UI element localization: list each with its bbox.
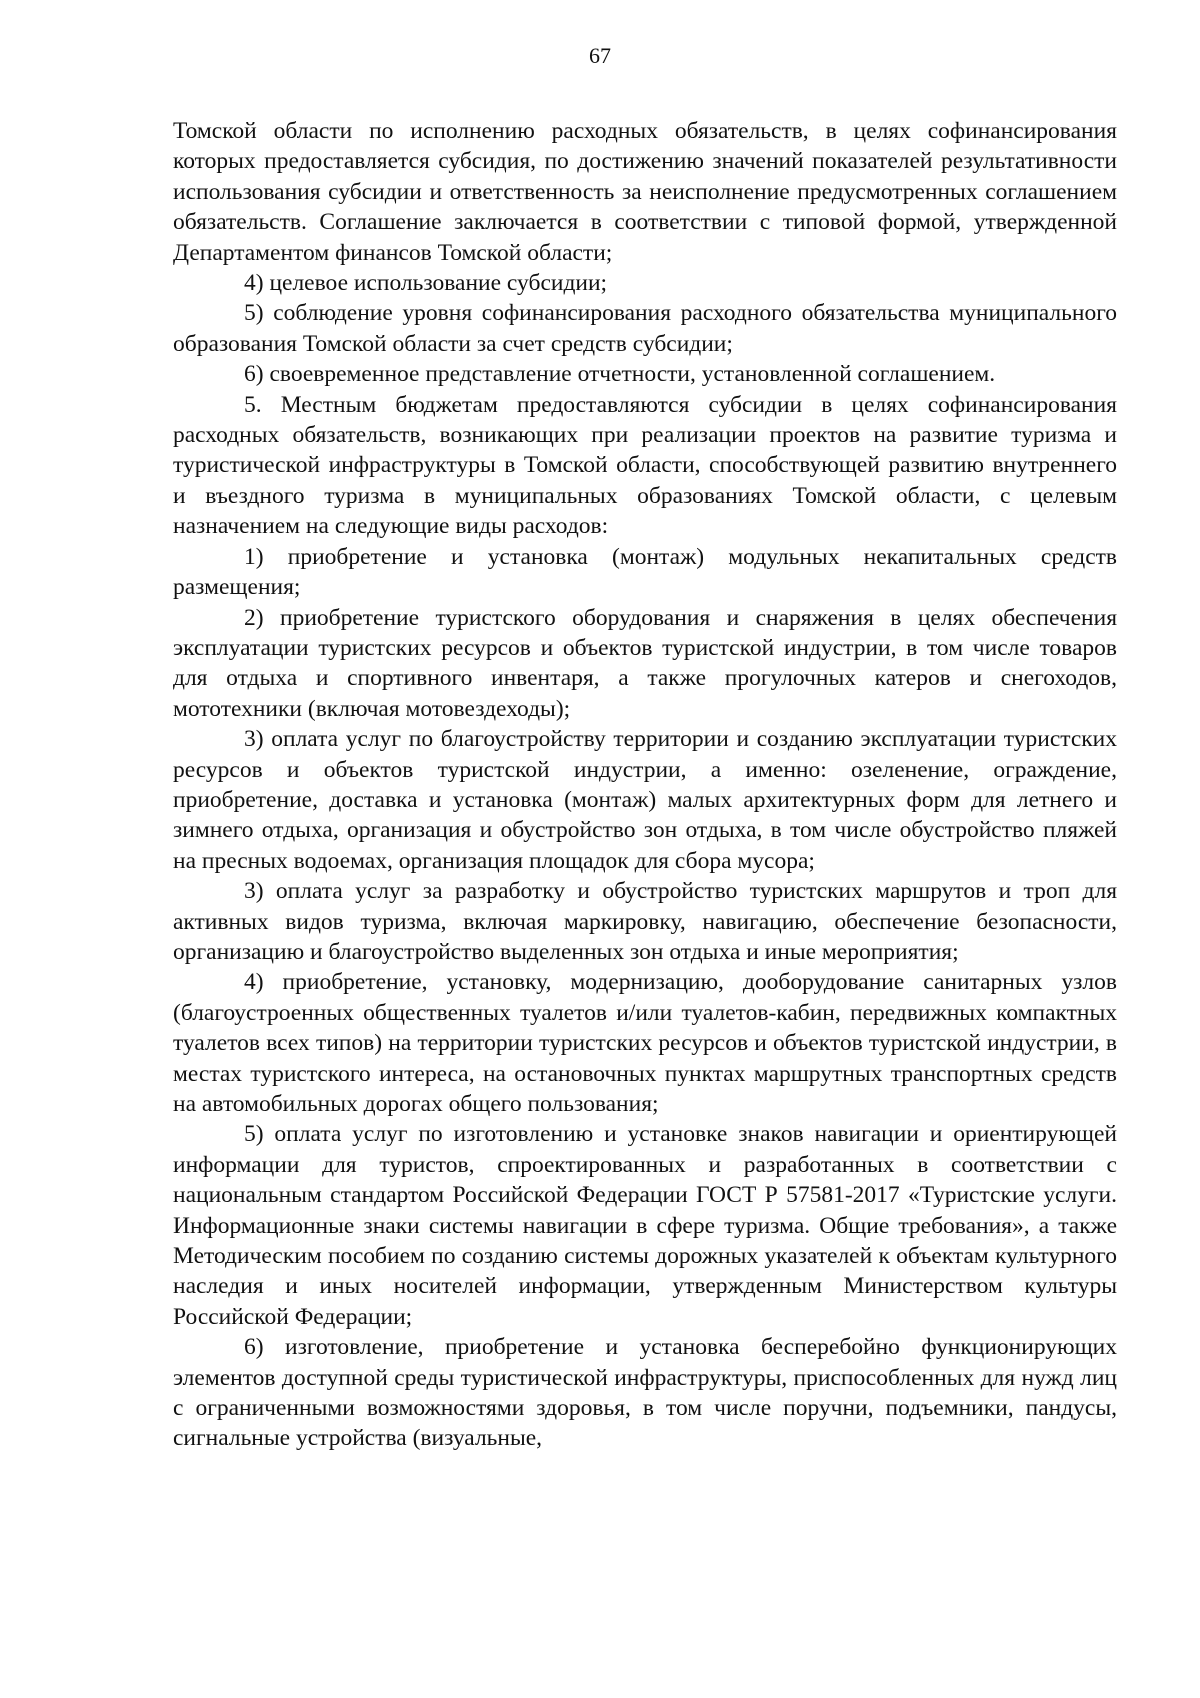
paragraph-expense-5-navigation-signs: 5) оплата услуг по изготовлению и установке знаков навигации и ориентирующей информации для туристов, спроектированных и разработанных в соответствии с национальным стандартом Российской Федерации ГОСТ Р 57581-2017 «Туристские услуги. Информационные знаки системы навигации в сфере туризма. Общие требования», а также Методическим пособием по созданию системы дорожных указателей к объектам культурного наследия и иных носителей информации, утвержденным Министерством культуры Российской Федерации; xyxy=(173,1121,1117,1330)
paragraph-expense-2-equipment: 2) приобретение туристского оборудования и снаряжения в целях обеспечения эксплуатации туристских ресурсов и объектов туристской индустрии, в том числе товаров для отдыха и спортивного инвентаря, а также прогулочных катеров и снегоходов, мототехники (включая мотовездеходы); xyxy=(173,604,1117,722)
document-body xyxy=(173,116,1117,1454)
paragraph-expense-3-landscaping: 3) оплата услуг по благоустройству территории и созданию эксплуатации туристских ресурсов и объектов туристской индустрии, а именно: озеленение, ограждение, приобретение, доставка и установка (монтаж) малых архитектурных форм для летнего и зимнего отдыха, организация и обустройство зон отдыха, в том числе обустройство пляжей на пресных водоемах, организация площадок для сбора мусора; xyxy=(173,726,1117,874)
paragraph-item-6-reporting: 6) своевременное представление отчетности, установленной соглашением. xyxy=(244,361,996,388)
paragraph-expense-6-accessibility: 6) изготовление, приобретение и установка бесперебойно функционирующих элементов доступной среды туристической инфраструктуры, приспособленных для нужд лиц с ограниченными возможностями здоровья, в том числе поручни, подъемники, пандусы, сигнальные устройства (визуальные, xyxy=(173,1334,1117,1452)
paragraph-expense-3-routes: 3) оплата услуг за разработку и обустройство туристских маршрутов и троп для активных видов туризма, включая маркировку, навигацию, обеспечение безопасности, организацию и благоустройство выделенных зон отдыха и иные мероприятия; xyxy=(173,878,1117,965)
paragraph-item-4-target-use: 4) целевое использование субсидии; xyxy=(244,270,608,297)
paragraph-item-5-cofinancing-level: 5) соблюдение уровня софинансирования расходного обязательства муниципального образования Томской области за счет средств субсидии; xyxy=(173,300,1117,357)
paragraph-expense-1-modular-accommodation: 1) приобретение и установка (монтаж) модульных некапитальных средств размещения; xyxy=(173,543,1117,601)
paragraph-expense-4-sanitary: 4) приобретение, установку, модернизацию, дооборудование санитарных узлов (благоустроенных общественных туалетов и/или туалетов-кабин, передвижных компактных туалетов всех типов) на территории туристских ресурсов и объектов туристской индустрии, в местах туристского интереса, на остановочных пунктах маршрутных транспортных средств на автомобильных дорогах общего пользования; xyxy=(173,969,1117,1117)
paragraph-section-5-intro: 5. Местным бюджетам предоставляются субсидии в целях софинансирования расходных обязательств, возникающих при реализации проектов на развитие туризма и туристической инфраструктуры в Томской области, способствующей развитию внутреннего и въездного туризма в муниципальных образованиях Томской области, с целевым назначением на следующие виды расходов: xyxy=(173,391,1117,540)
page-number: 67 xyxy=(589,43,611,68)
paragraph-continuation: Томской области по исполнению расходных обязательств, в целях софинансирования которых предоставляется субсидия, по достижению значений показателей результативности использования субсидии и ответственность за неисполнение предусмотренных соглашением обязательств. Соглашение заключается в соответствии с типовой формой, утвержденной Департаментом финансов Томской области; xyxy=(173,118,1117,266)
